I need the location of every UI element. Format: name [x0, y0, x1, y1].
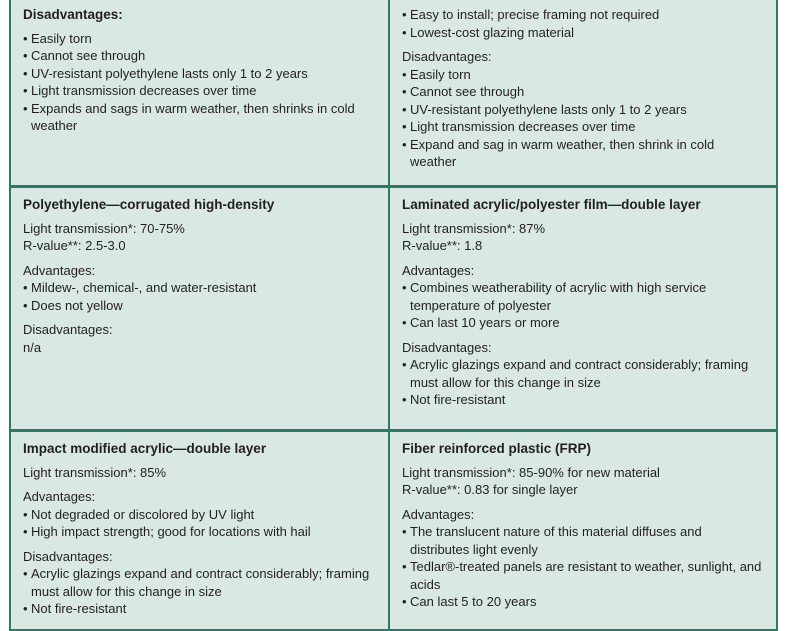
disadvantages-list — [402, 66, 764, 171]
disadvantages-list — [23, 30, 376, 135]
light-transmission: Light transmission*: 85-90% for new material — [402, 464, 660, 480]
list-item: • Cannot see through — [402, 83, 764, 101]
disadvantages-label: Disadvantages: — [23, 322, 113, 337]
advantages-list — [402, 523, 764, 611]
advantages-list — [402, 6, 764, 41]
list-item: • Can last 10 years or more — [402, 314, 764, 332]
list-item: • Can last 5 to 20 years — [402, 593, 764, 611]
r-value: R-value**: 2.5-3.0 — [23, 238, 126, 253]
list-item: • Light transmission decreases over time — [23, 82, 376, 100]
advantages-list — [23, 279, 376, 314]
list-item: • High impact strength; good for locations with hail — [23, 523, 376, 541]
r-value: R-value**: 0.83 for single layer — [402, 482, 578, 497]
list-item: • UV-resistant polyethylene lasts only 1 to 2 years — [402, 101, 764, 119]
cell-polyethylene-double — [389, 0, 778, 187]
list-item: • Easily torn — [402, 66, 764, 84]
cell-title: Polyethylene—corrugated high-density — [23, 197, 275, 212]
list-item: • Easy to install; precise framing not required — [402, 6, 764, 24]
advantages-list — [23, 506, 376, 541]
advantages-label: Advantages: — [23, 262, 96, 278]
advantages-label: Advantages: — [402, 506, 475, 522]
cell-title: Impact modified acrylic—double layer — [23, 441, 267, 456]
r-value: R-value**: 1.8 — [402, 238, 483, 253]
list-item: • UV-resistant polyethylene lasts only 1 to 2 years — [23, 65, 376, 83]
light-transmission: Light transmission*: 85% — [23, 464, 167, 480]
advantages-label: Advantages: — [23, 489, 96, 504]
list-item: • Not degraded or discolored by UV light — [23, 506, 376, 524]
disadvantages-text: n/a — [23, 339, 42, 355]
list-item: • Lowest-cost glazing material — [402, 24, 764, 42]
list-item: • Cannot see through — [23, 47, 376, 65]
light-transmission: Light transmission*: 87% — [402, 220, 546, 236]
list-item: • The translucent nature of this material diffuses and distributes light evenly — [402, 523, 764, 558]
advantages-label: Advantages: — [402, 262, 475, 278]
list-item: • Combines weatherability of acrylic with high service temperature of polyester — [402, 279, 764, 314]
disadvantages-label: Disadvantages: — [23, 548, 113, 564]
disadvantages-label: Disadvantages: — [23, 7, 123, 22]
light-transmission: Light transmission*: 70-75% — [23, 220, 185, 236]
list-item: • Does not yellow — [23, 297, 376, 315]
cell-laminated-acrylic-polyester — [389, 187, 778, 431]
list-item: • Acrylic glazings expand and contract considerably; framing must allow for this change in size — [23, 565, 376, 600]
list-item: • Acrylic glazings expand and contract considerably; framing must allow for this change in size — [402, 356, 764, 391]
list-item: • Easily torn — [23, 30, 376, 48]
cell-fiber-reinforced-plastic — [389, 431, 778, 631]
cell-polyethylene-corrugated — [9, 187, 389, 431]
disadvantages-list — [23, 565, 376, 618]
list-item: • Expand and sag in warm weather, then shrink in cold weather — [402, 136, 764, 171]
list-item: • Not fire-resistant — [23, 600, 376, 618]
list-item: • Mildew-, chemical-, and water-resistant — [23, 279, 376, 297]
disadvantages-label: Disadvantages: — [402, 49, 492, 64]
cell-polyethylene-single-disadvantages — [9, 0, 389, 187]
cell-impact-modified-acrylic — [9, 431, 389, 631]
cell-title: Laminated acrylic/polyester film—double layer — [402, 197, 701, 212]
list-item: • Light transmission decreases over time — [402, 118, 764, 136]
list-item: • Tedlar®-treated panels are resistant to weather, sunlight, and acids — [402, 558, 764, 593]
cell-title: Fiber reinforced plastic (FRP) — [402, 441, 592, 456]
list-item: • Not fire-resistant — [402, 391, 764, 409]
advantages-list — [402, 279, 764, 332]
disadvantages-label: Disadvantages: — [402, 339, 492, 355]
list-item: • Expands and sags in warm weather, then shrinks in cold weather — [23, 100, 376, 135]
disadvantages-list — [402, 356, 764, 409]
